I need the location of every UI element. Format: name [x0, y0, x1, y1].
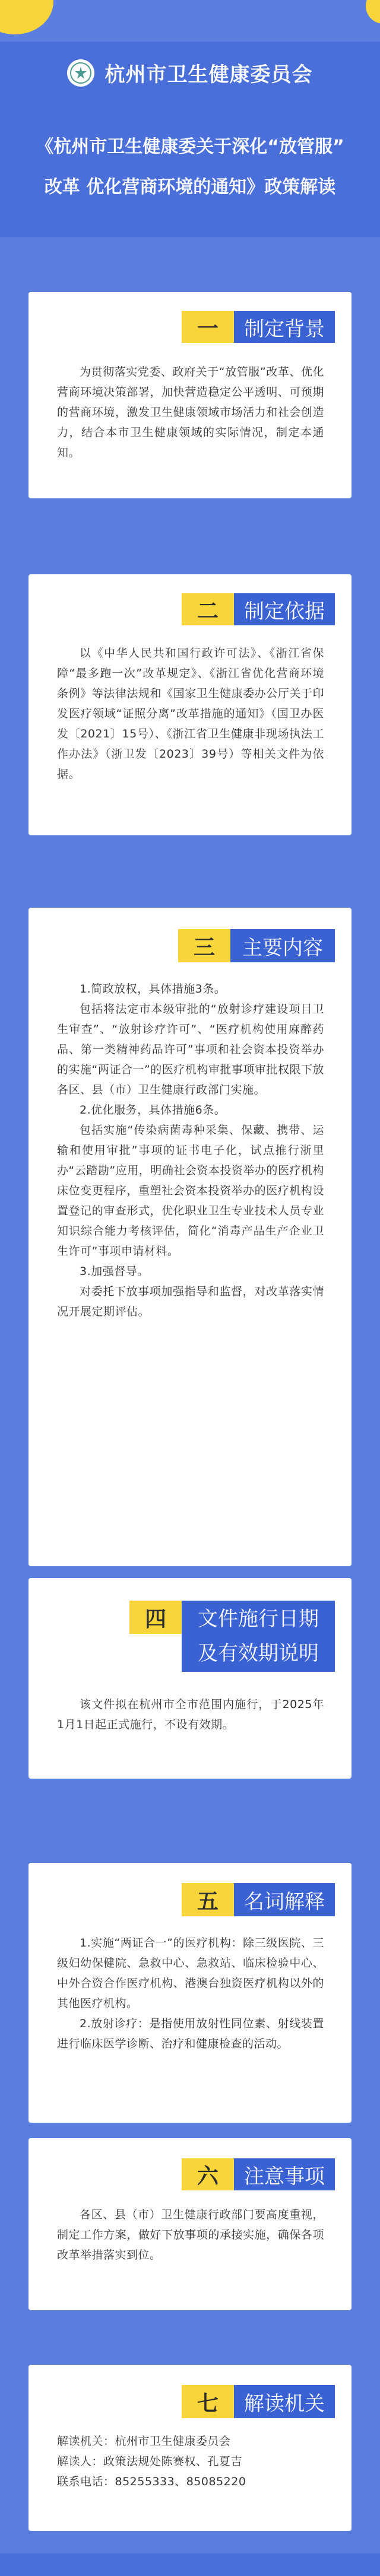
section-card-terms	[28, 1863, 352, 2123]
footer-band	[0, 2553, 380, 2576]
paragraph: 2.放射诊疗：是指使用放射性同位素、射线装置进行临床医学诊断、治疗和健康检查的活动。	[57, 2017, 324, 2050]
section-number: 七	[182, 2385, 234, 2418]
section-number: 一	[182, 311, 234, 343]
contact-line: 解读人：政策法规处陈赛权、孔夏吉	[57, 2455, 243, 2468]
section-heading: 制定依据	[234, 593, 335, 625]
section-number: 五	[182, 1883, 234, 1916]
section-title	[182, 593, 335, 625]
section-heading-line2: 及有效期说明	[198, 1642, 319, 1665]
section-title	[129, 1601, 335, 1672]
header	[0, 0, 380, 261]
section-body	[57, 362, 324, 463]
section-heading: 主要内容	[230, 929, 335, 962]
paragraph: 为贯彻落实党委、政府关于“放管服”改革、优化营商环境决策部署，加快营造稳定公平透明、可预期的营商环境，激发卫生健康领域市场活力和社会创造力，结合本市卫生健康领域的实际情况，制定本通知。	[57, 365, 324, 459]
section-body	[57, 2205, 324, 2265]
section-body	[57, 979, 324, 1322]
paragraph: 1.简政放权，具体措施3条。	[80, 982, 226, 996]
section-number: 二	[182, 593, 234, 625]
org-name: 杭州市卫生健康委员会	[104, 63, 313, 87]
section-heading-line1: 文件施行日期	[198, 1607, 319, 1631]
section-title	[182, 311, 335, 343]
paragraph: 包括实施“传染病菌毒种采集、保藏、携带、运输和使用审批”事项的证书电子化，试点推行浙里办“云踏勘”应用，明确社会资本投资举办的医疗机构床位变更程序，重塑社会资本投资举办的医疗机构设置登记的审查形式，优化职业卫生专业技术人员专业知识综合能力考核评估，简化“消毒产品生产企业卫生许可”事项申请材料。	[57, 1124, 324, 1258]
section-card-interpreter	[28, 2365, 352, 2531]
decor-dot	[0, 0, 53, 34]
section-number: 三	[178, 929, 230, 962]
section-title	[182, 2158, 335, 2190]
paragraph: 以《中华人民共和国行政许可法》、《浙江省保障“最多跑一次”改革规定》、《浙江省优化营商环境条例》等法律法规和《国家卫生健康委办公厅关于印发医疗领域“证照分离”改革措施的通知》（国卫办医发〔2021〕15号）、《浙江省卫生健康非现场执法工作办法》（浙卫发〔2023〕39号）等相关文件为依据。	[57, 647, 324, 781]
section-body	[57, 2431, 324, 2492]
section-heading: 制定背景	[234, 311, 335, 343]
emblem-icon	[67, 59, 94, 87]
section-title	[182, 2385, 335, 2418]
logo-row	[0, 58, 380, 87]
section-heading: 名词解释	[234, 1883, 335, 1916]
section-title	[178, 929, 335, 962]
paragraph: 各区、县（市）卫生健康行政部门要高度重视，制定工作方案，做好下放事项的承接实施，确保各项改革举措落实到位。	[57, 2208, 324, 2262]
paragraph: 3.加强督导。	[80, 1265, 149, 1278]
section-heading	[182, 1601, 335, 1672]
contact-line: 联系电话：85255333、85085220	[57, 2475, 246, 2488]
section-body	[57, 1694, 324, 1735]
section-body	[57, 643, 324, 784]
paragraph: 包括将法定市本级审批的“放射诊疗建设项目卫生审查”、“放射诊疗许可”、“医疗机构使用麻醉药品、第一类精神药品许可”事项和社会资本投资举办的实施“两证合一”的医疗机构审批事项审批权限下放各区、县（市）卫生健康行政部门实施。	[57, 1003, 324, 1096]
section-card-background	[28, 292, 352, 498]
headline-line1: 《杭州市卫生健康委关于深化“放管服”	[36, 136, 344, 157]
paragraph: 2.优化服务，具体措施6条。	[80, 1103, 226, 1117]
decor-dot	[366, 0, 380, 24]
contact-line: 解读机关：杭州市卫生健康委员会	[57, 2435, 231, 2448]
section-heading: 解读机关	[234, 2385, 335, 2418]
paragraph: 1.实施“两证合一”的医疗机构：除三级医院、三级妇幼保健院、急救中心、急救站、临床检验中心、中外合资合作医疗机构、港澳台独资医疗机构以外的其他医疗机构。	[57, 1936, 324, 2010]
headline-line2: 改革 优化营商环境的通知》政策解读	[44, 177, 336, 198]
section-heading: 注意事项	[234, 2158, 335, 2190]
section-card-basis	[28, 574, 352, 835]
section-number: 四	[129, 1601, 182, 1634]
section-card-notes	[28, 2138, 352, 2310]
paragraph: 该文件拟在杭州市全市范围内施行，于2025年1月1日起正式施行，不设有效期。	[57, 1698, 324, 1731]
section-card-content	[28, 908, 352, 1566]
section-card-effective-date	[28, 1578, 352, 1779]
section-number: 六	[182, 2158, 234, 2190]
section-title	[182, 1883, 335, 1916]
paragraph: 对委托下放事项加强指导和监督，对改革落实情况开展定期评估。	[57, 1285, 324, 1318]
section-body	[57, 1933, 324, 2054]
